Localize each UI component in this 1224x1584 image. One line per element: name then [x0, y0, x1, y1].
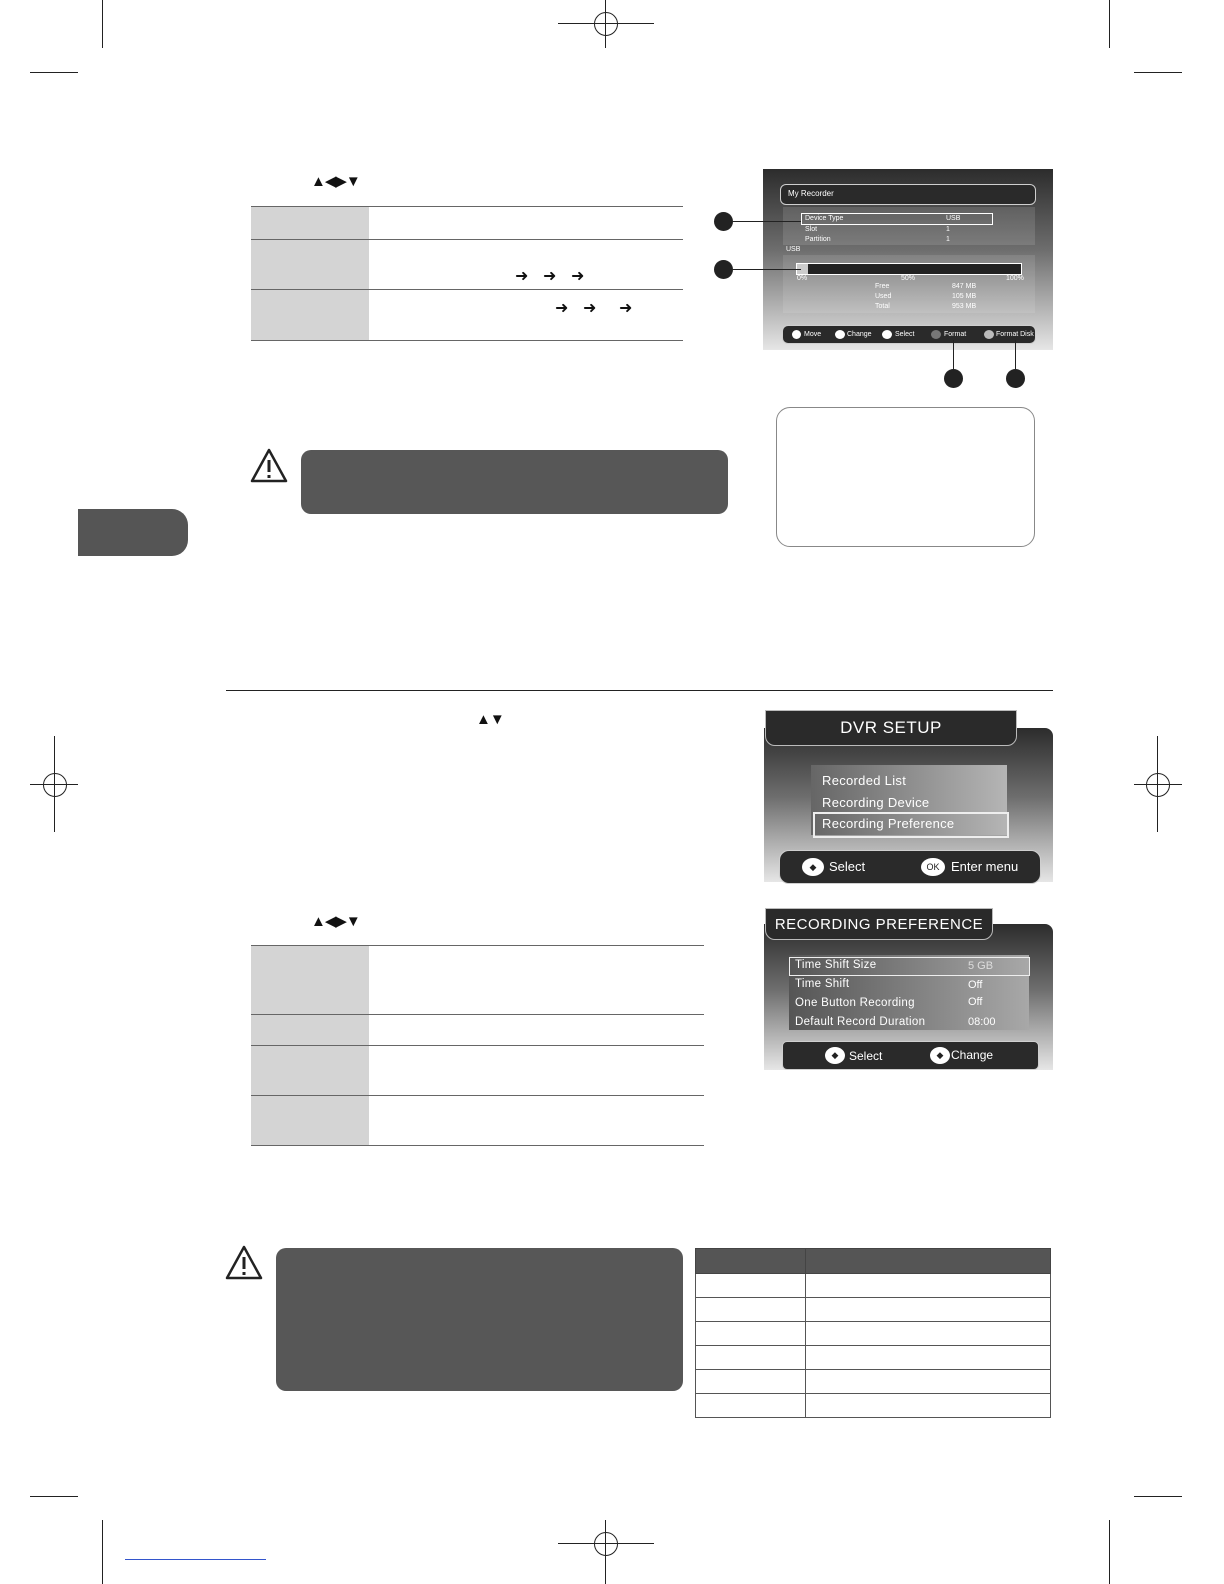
ok-icon: OK: [921, 858, 945, 876]
duration-table: [695, 1248, 1051, 1418]
up-down-arrows-icon: ▲▼: [476, 711, 504, 728]
menu-item-recorded-list[interactable]: Recorded List: [822, 773, 907, 788]
right-arrow-icon: ➜: [571, 268, 585, 285]
footer-label-format-disk: Format Disk: [996, 331, 1034, 338]
warning-icon: [250, 448, 288, 484]
up-down-icon: [792, 330, 801, 339]
dvr-setup-title: [765, 710, 1017, 746]
up-down-icon: ◆: [802, 858, 824, 876]
up-down-icon: ◆: [825, 1047, 845, 1064]
my-recorder-screen: [763, 169, 1053, 350]
callout-line: [1015, 340, 1016, 369]
device-options-table: [251, 206, 683, 341]
registration-mark: [594, 12, 618, 36]
callout-marker: [714, 212, 733, 231]
info-box: [776, 407, 1035, 547]
pref-value-time-shift: Off: [968, 979, 983, 991]
pref-label-one-button-recording[interactable]: One Button Recording: [795, 997, 915, 1009]
format-dot-icon: [931, 330, 941, 339]
callout-marker: [1006, 369, 1025, 388]
scale-label: 0%: [797, 275, 808, 282]
crop-mark: [102, 1520, 103, 1584]
section-label: USB: [786, 246, 801, 253]
crop-mark: [1109, 1520, 1110, 1584]
right-arrow-icon: ➜: [515, 268, 529, 285]
nav-arrows-icon: ▲◀▶▼: [311, 173, 360, 190]
preference-footer-bar: [782, 1041, 1039, 1070]
dvr-setup-title-text: DVR SETUP: [840, 718, 942, 737]
callout-line: [733, 221, 801, 222]
recorder-title-bar: [780, 184, 1036, 205]
crop-mark: [102, 0, 103, 48]
registration-mark: [594, 1532, 618, 1556]
scale-label: 50%: [901, 275, 916, 282]
pref-value-default-record-duration: 08:00: [968, 1016, 996, 1028]
nav-arrows-icon: ▲◀▶▼: [311, 913, 360, 930]
right-arrow-icon: ➜: [583, 300, 597, 317]
ok-icon: [882, 330, 892, 339]
footer-label-move: Move: [804, 331, 822, 338]
menu-item-recording-preference[interactable]: Recording Preference: [822, 816, 955, 831]
scale-label: 100%: [1006, 275, 1024, 282]
footer-label-select: Select: [895, 331, 915, 338]
left-right-icon: [835, 330, 845, 339]
callout-marker: [944, 369, 963, 388]
preference-options-table: [251, 945, 704, 1146]
footer-select-label: Select: [829, 859, 866, 874]
format-disk-dot-icon: [984, 330, 994, 339]
pref-label-time-shift[interactable]: Time Shift: [795, 978, 850, 990]
stat-value: 953 MB: [952, 303, 977, 310]
pref-label-time-shift-size[interactable]: Time Shift Size: [795, 959, 877, 971]
registration-mark: [1146, 773, 1170, 797]
callout-marker: [714, 260, 733, 279]
row-value: USB: [946, 215, 961, 222]
stat-label: Used: [875, 293, 892, 300]
crop-mark: [1134, 1496, 1182, 1497]
section-divider: [226, 690, 1053, 691]
recording-preference-title: [765, 908, 993, 940]
pref-label-default-record-duration[interactable]: Default Record Duration: [795, 1016, 926, 1028]
recorder-footer-bar: [782, 325, 1036, 344]
crop-mark: [30, 72, 78, 73]
usage-progress-bar[interactable]: [796, 263, 1022, 275]
dvr-footer-bar: [779, 850, 1041, 884]
right-arrow-icon: ➜: [619, 300, 633, 317]
right-arrow-icon: ➜: [543, 268, 557, 285]
recording-preference-title-text: RECORDING PREFERENCE: [774, 915, 984, 933]
stat-value: 847 MB: [952, 283, 977, 290]
side-tab: [78, 509, 188, 556]
pref-value-one-button-recording: Off: [968, 996, 983, 1008]
note-box: [301, 450, 728, 514]
row-value: 1: [946, 236, 950, 243]
crop-mark: [1134, 72, 1182, 73]
menu-item-recording-device[interactable]: Recording Device: [822, 795, 930, 810]
footer-link-underline: [125, 1559, 266, 1560]
recorder-title: My Recorder: [788, 189, 834, 198]
row-label: Partition: [805, 236, 831, 243]
warning-icon: [225, 1245, 263, 1281]
footer-label-format: Format: [944, 331, 967, 338]
row-label: Device Type: [805, 215, 844, 222]
row-label: Slot: [805, 226, 818, 233]
footer-select-label: Select: [849, 1049, 883, 1063]
footer-change-label: Change: [951, 1048, 994, 1062]
registration-mark: [43, 773, 67, 797]
footer-label-change: Change: [847, 331, 872, 338]
crop-mark: [30, 1496, 78, 1497]
note-box: [276, 1248, 683, 1391]
crop-mark: [1109, 0, 1110, 48]
stat-value: 105 MB: [952, 293, 977, 300]
footer-enter-label: Enter menu: [951, 859, 1019, 874]
right-arrow-icon: ➜: [555, 300, 569, 317]
pref-value-time-shift-size: 5 GB: [968, 960, 994, 972]
left-right-icon: ◆: [930, 1047, 950, 1064]
callout-line: [953, 340, 954, 369]
row-value: 1: [946, 226, 950, 233]
callout-line: [733, 269, 801, 270]
stat-label: Free: [875, 283, 890, 290]
stat-label: Total: [875, 303, 890, 310]
